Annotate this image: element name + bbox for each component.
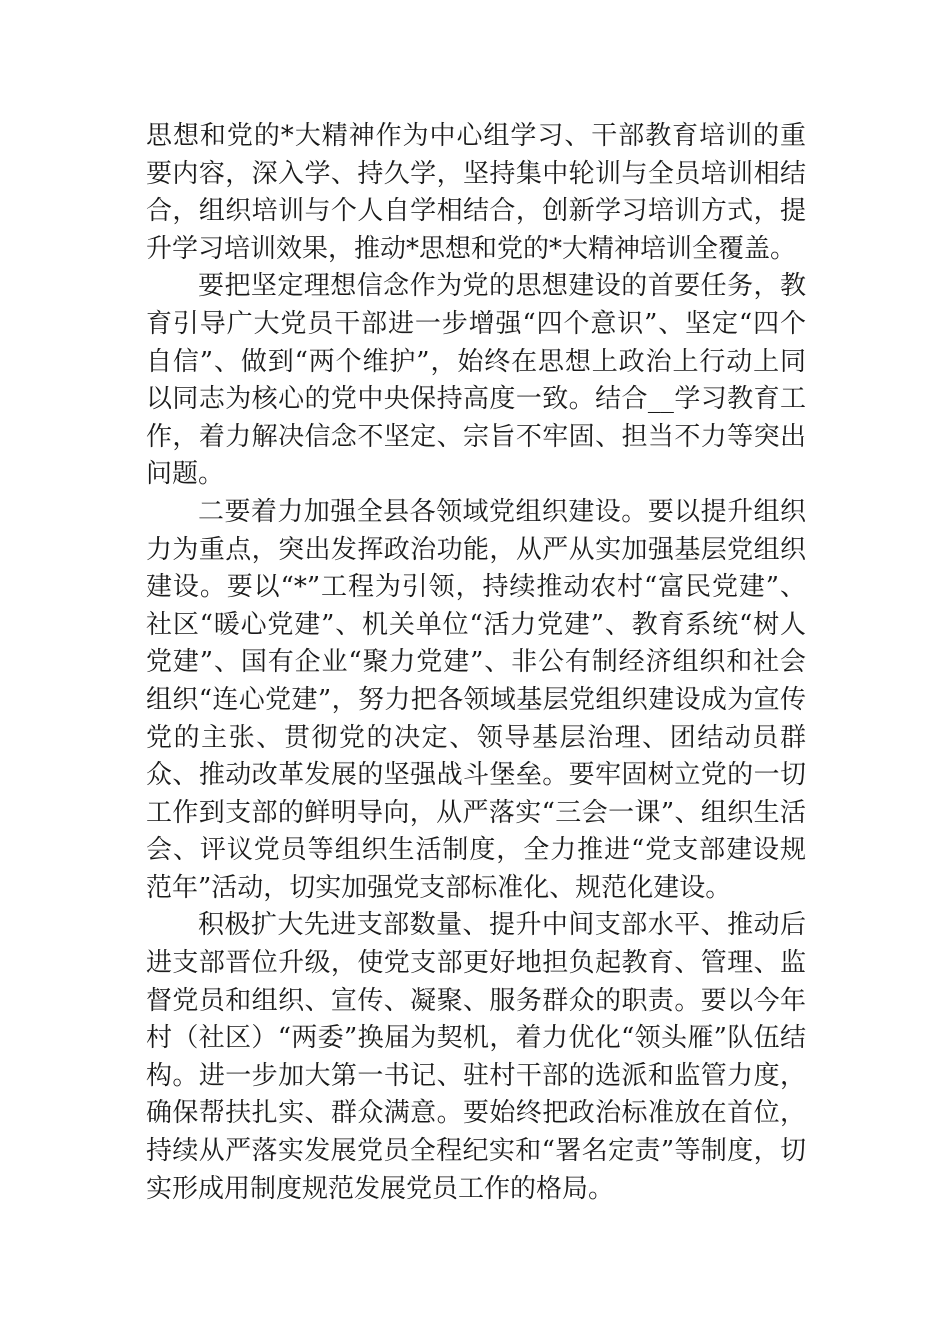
paragraph-1: 思想和党的*大精神作为中心组学习、干部教育培训的重要内容，深入学、持久学，坚持集中轮训与全员培训相结合，组织培训与个人自学相结合，创新学习培训方式，提升学习培训效果，推动*思想和党的*大精神培训全覆盖。	[146, 121, 806, 264]
document-body	[146, 118, 806, 1208]
paragraph-2: 要把坚定理想信念作为党的思想建设的首要任务，教育引导广大党员干部进一步增强“四个意识”、坚定“四个自信”、做到“两个维护”，始终在思想上政治上行动上同以同志为核心的党中央保持高度一致。结合__学习教育工作，着力解决信念不坚定、宗旨不牢固、担当不力等突出问题。	[146, 271, 806, 490]
paragraph-3: 二要着力加强全县各领域党组织建设。要以提升组织力为重点，突出发挥政治功能，从严从实加强基层党组织建设。要以“*”工程为引领，持续推动农村“富民党建”、社区“暖心党建”、机关单位“活力党建”、教育系统“树人党建”、国有企业“聚力党建”、非公有制经济组织和社会组织“连心党建”，努力把各领域基层党组织建设成为宣传党的主张、贯彻党的决定、领导基层治理、团结动员群众、推动改革发展的坚强战斗堡垒。要牢固树立党的一切工作到支部的鲜明导向，从严落实“三会一课”、组织生活会、评议党员等组织生活制度，全力推进“党支部建设规范年”活动，切实加强党支部标准化、规范化建设。	[146, 496, 806, 903]
paragraph-4: 积极扩大先进支部数量、提升中间支部水平、推动后进支部晋位升级，使党支部更好地担负起教育、管理、监督党员和组织、宣传、凝聚、服务群众的职责。要以今年村（社区）“两委”换届为契机，着力优化“领头雁”队伍结构。进一步加大第一书记、驻村干部的选派和监管力度，确保帮扶扎实、群众满意。要始终把政治标准放在首位，持续从严落实发展党员全程纪实和“署名定责”等制度，切实形成用制度规范发展党员工作的格局。	[146, 910, 806, 1204]
